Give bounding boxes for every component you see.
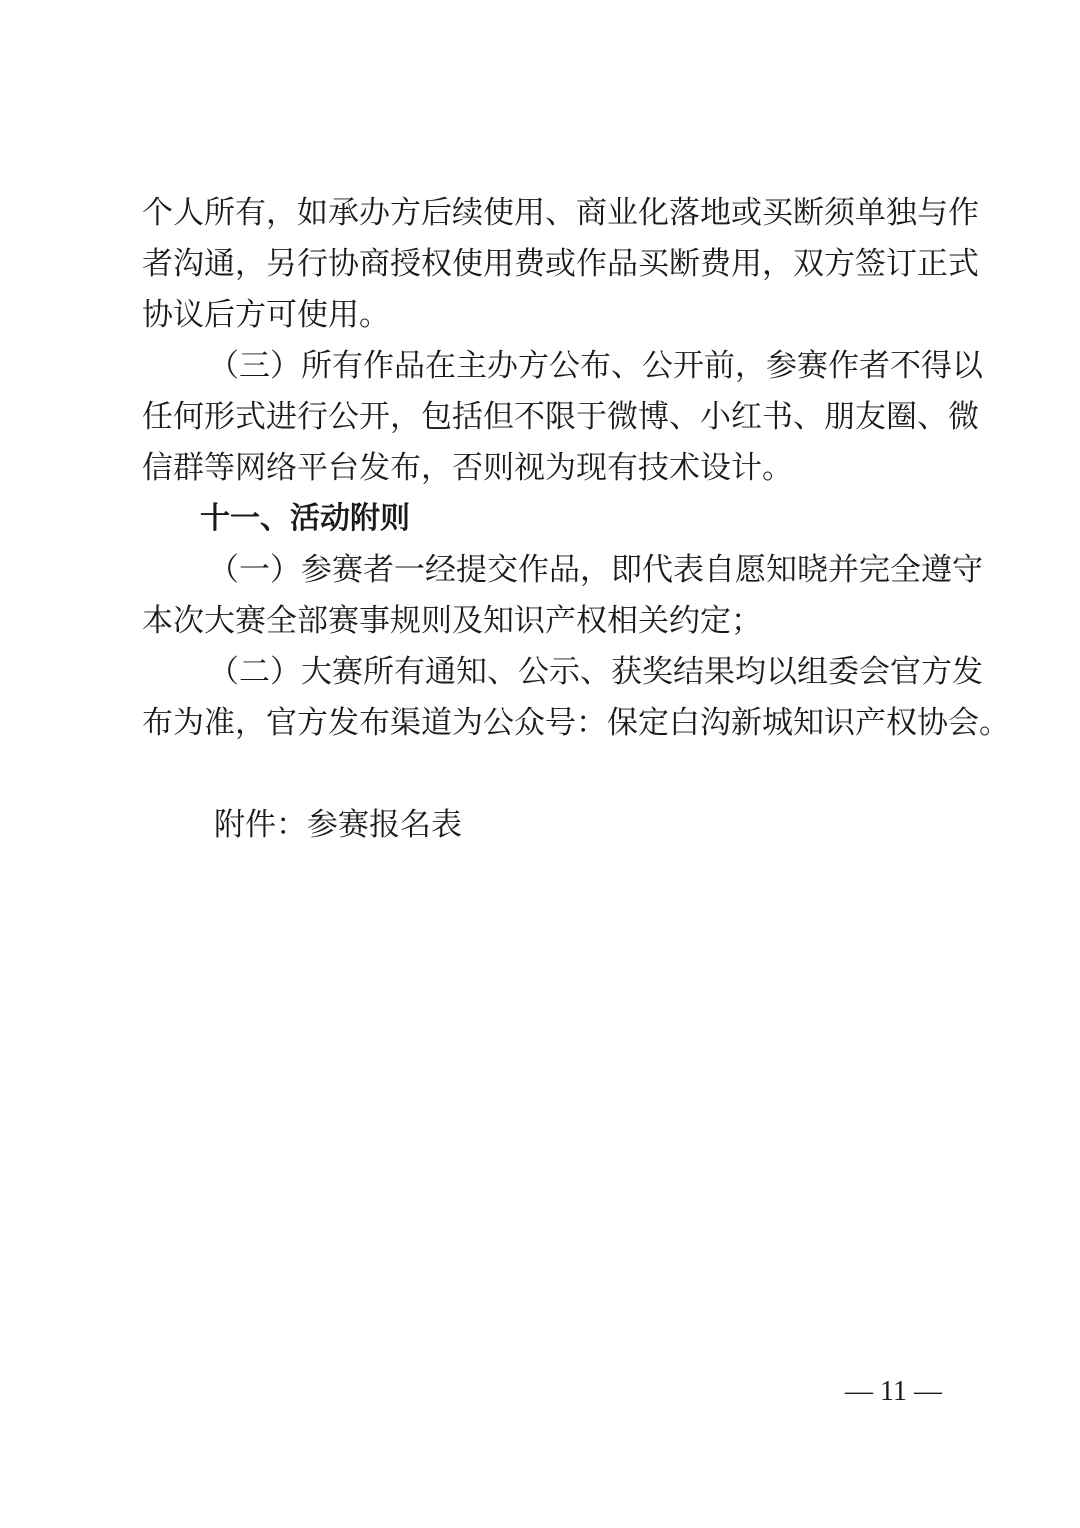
paragraph-line: （二）大赛所有通知、公示、获奖结果均以组委会官方发 (208, 654, 983, 690)
paragraph-line: 者沟通，另行协商授权使用费或作品买断费用，双方签订正式 (142, 246, 979, 282)
paragraph-line: 任何形式进行公开，包括但不限于微博、小红书、朋友圈、微 (142, 399, 979, 435)
section-heading: 十一、活动附则 (200, 501, 410, 536)
paragraph-line: 协议后方可使用。 (142, 297, 390, 333)
paragraph-line: 本次大赛全部赛事规则及知识产权相关约定； (142, 603, 762, 639)
page-number: — 11 — (845, 1376, 942, 1407)
paragraph-line: 个人所有，如承办方后续使用、商业化落地或买断须单独与作 (142, 195, 979, 231)
paragraph-line: （三）所有作品在主办方公布、公开前，参赛作者不得以 (208, 348, 983, 384)
paragraph-line: （一）参赛者一经提交作品，即代表自愿知晓并完全遵守 (208, 552, 983, 588)
attachment-note: 附件：参赛报名表 (214, 807, 462, 843)
paragraph-line: 布为准，官方发布渠道为公众号：保定白沟新城知识产权协会。 (142, 705, 1010, 741)
paragraph-line: 信群等网络平台发布，否则视为现有技术设计。 (142, 450, 793, 486)
